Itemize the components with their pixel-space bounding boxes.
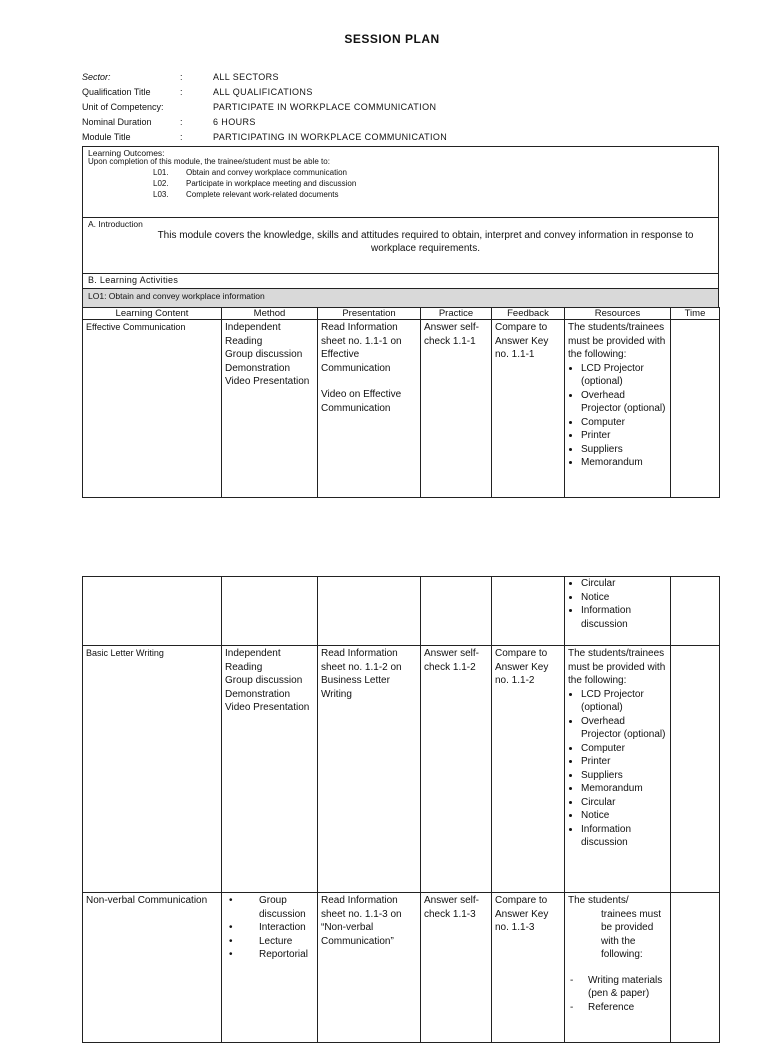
method-list (225, 894, 314, 962)
column-header: Learning Content (83, 308, 222, 320)
list-item: • Information discussion (581, 823, 667, 850)
activities-table-continued (82, 576, 720, 1043)
method-item: Group discussion (225, 675, 303, 686)
lo1-heading-box (82, 288, 719, 308)
meta-key: Unit of Competency: (82, 102, 164, 112)
table-header-row (83, 308, 720, 320)
time-cell (671, 893, 720, 1043)
presentation-cell: Read Information sheet no. 1.1-3 on “Non-verbal Communication” (318, 893, 421, 1043)
resources-list (568, 362, 667, 470)
time-cell (671, 320, 720, 498)
list-item: • Notice (581, 591, 667, 605)
presentation-item: Read Information sheet no. 1.1-1 on Effective Communication (321, 322, 402, 374)
meta-value: PARTICIPATING IN WORKPLACE COMMUNICATION (213, 132, 448, 142)
meta-colon: : (180, 87, 183, 97)
column-header: Presentation (318, 308, 421, 320)
list-item: - Reference (568, 1001, 667, 1015)
method-item: Video Presentation (225, 376, 310, 387)
introduction-text: This module covers the knowledge, skills and attitudes required to obtain, interpret and convey information in response to workplace requirements. (157, 230, 694, 254)
introduction-box (82, 217, 719, 274)
learning-content-cell: Basic Letter Writing (83, 646, 222, 893)
list-item: • Suppliers (581, 769, 667, 783)
method-item: Independent Reading (225, 322, 281, 347)
outcome-text: Complete relevant work-related documents (186, 190, 339, 199)
presentation-cell: Read Information sheet no. 1.1-2 on Business Letter Writing (318, 646, 421, 893)
list-item: • Overhead Projector (optional) (581, 389, 667, 416)
method-cell (222, 646, 318, 893)
method-cell (222, 320, 318, 498)
feedback-cell: Compare to Answer Key no. 1.1-1 (492, 320, 565, 498)
meta-value: ALL QUALIFICATIONS (213, 87, 313, 97)
page-title: SESSION PLAN (344, 32, 440, 46)
learning-activities-box (82, 273, 719, 289)
learning-outcomes-intro: Upon completion of this module, the trainee/student must be able to: (88, 157, 330, 166)
method-item: Independent Reading (225, 648, 281, 673)
lo1-heading: LO1: Obtain and convey workplace information (88, 291, 265, 301)
list-item: • Reportorial (225, 948, 314, 962)
list-item: • Memorandum (581, 456, 667, 470)
column-header: Method (222, 308, 318, 320)
feedback-cell: Compare to Answer Key no. 1.1-2 (492, 646, 565, 893)
resources-cell (565, 320, 671, 498)
practice-cell: Answer self-check 1.1-2 (421, 646, 492, 893)
resources-cell (565, 577, 671, 646)
feedback-cell: Compare to Answer Key no. 1.1-3 (492, 893, 565, 1043)
resources-list (568, 577, 667, 631)
learning-outcome-item (153, 168, 347, 177)
method-item: Video Presentation (225, 702, 310, 713)
resources-cell (565, 646, 671, 893)
table-row (83, 646, 720, 893)
resources-list (568, 688, 667, 850)
learning-content-cell: Non-verbal Communication (83, 893, 222, 1043)
learning-content-cell: Effective Communication (83, 320, 222, 498)
list-item: • Printer (581, 429, 667, 443)
resources-intro: The students/trainees must be provided with the following: (568, 648, 666, 686)
column-header: Time (671, 308, 720, 320)
list-item: • LCD Projector (optional) (581, 362, 667, 389)
practice-cell: Answer self-check 1.1-1 (421, 320, 492, 498)
learning-content-cell (83, 577, 222, 646)
table-row (83, 320, 720, 498)
method-item: Demonstration (225, 362, 291, 374)
learning-outcomes-heading: Learning Outcomes: (88, 148, 165, 158)
meta-colon: : (180, 117, 183, 127)
resources-intro: The students/ (568, 895, 629, 906)
list-item: • Information discussion (581, 604, 667, 631)
meta-key: Sector: (82, 72, 111, 82)
resources-intro-indented: trainees must be provided with the following: (601, 908, 662, 960)
method-cell (222, 893, 318, 1043)
time-cell (671, 577, 720, 646)
list-item: • Printer (581, 755, 667, 769)
resources-cell (565, 893, 671, 1043)
list-item: • Overhead Projector (optional) (581, 715, 667, 742)
list-item: • Lecture (225, 935, 314, 949)
presentation-item: Video on Effective Communication (321, 389, 402, 414)
outcome-code: L03. (153, 190, 169, 199)
meta-colon: : (180, 72, 183, 82)
presentation-cell (318, 577, 421, 646)
learning-outcomes-box (82, 146, 719, 218)
list-item: • Computer (581, 416, 667, 430)
list-item: • Notice (581, 809, 667, 823)
column-header: Resources (565, 308, 671, 320)
outcome-text: Participate in workplace meeting and discussion (186, 179, 357, 188)
activities-table (82, 307, 720, 498)
learning-outcome-item (153, 190, 339, 199)
feedback-cell (492, 577, 565, 646)
outcome-code: L01. (153, 168, 169, 177)
resources-intro: The students/trainees must be provided with the following: (568, 322, 666, 360)
outcome-text: Obtain and convey workplace communication (186, 168, 347, 177)
list-item: • Circular (581, 577, 667, 591)
outcome-code: L02. (153, 179, 169, 188)
meta-value: ALL SECTORS (213, 72, 279, 82)
meta-key: Qualification Title (82, 87, 151, 97)
meta-key: Module Title (82, 132, 131, 142)
column-header: Feedback (492, 308, 565, 320)
meta-value: 6 HOURS (213, 117, 256, 127)
practice-cell: Answer self-check 1.1-3 (421, 893, 492, 1043)
list-item: • LCD Projector (optional) (581, 688, 667, 715)
learning-activities-heading: B. Learning Activities (88, 275, 179, 285)
time-cell (671, 646, 720, 893)
introduction-heading: A. Introduction (88, 219, 143, 229)
list-item: • Suppliers (581, 443, 667, 457)
list-item: - Writing materials (pen & paper) (568, 974, 667, 1001)
method-item: Demonstration (225, 688, 291, 700)
list-item: • Group discussion (225, 894, 314, 921)
method-cell (222, 577, 318, 646)
practice-cell (421, 577, 492, 646)
learning-outcome-item (153, 179, 356, 188)
column-header: Practice (421, 308, 492, 320)
table-row (83, 577, 720, 646)
meta-key: Nominal Duration (82, 117, 152, 127)
table-row (83, 893, 720, 1043)
presentation-cell (318, 320, 421, 498)
list-item: • Circular (581, 796, 667, 810)
list-item: • Interaction (225, 921, 314, 935)
method-item: Group discussion (225, 349, 303, 360)
list-item: • Memorandum (581, 782, 667, 796)
list-item: • Computer (581, 742, 667, 756)
meta-colon: : (180, 132, 183, 142)
meta-value: PARTICIPATE IN WORKPLACE COMMUNICATION (213, 102, 437, 112)
